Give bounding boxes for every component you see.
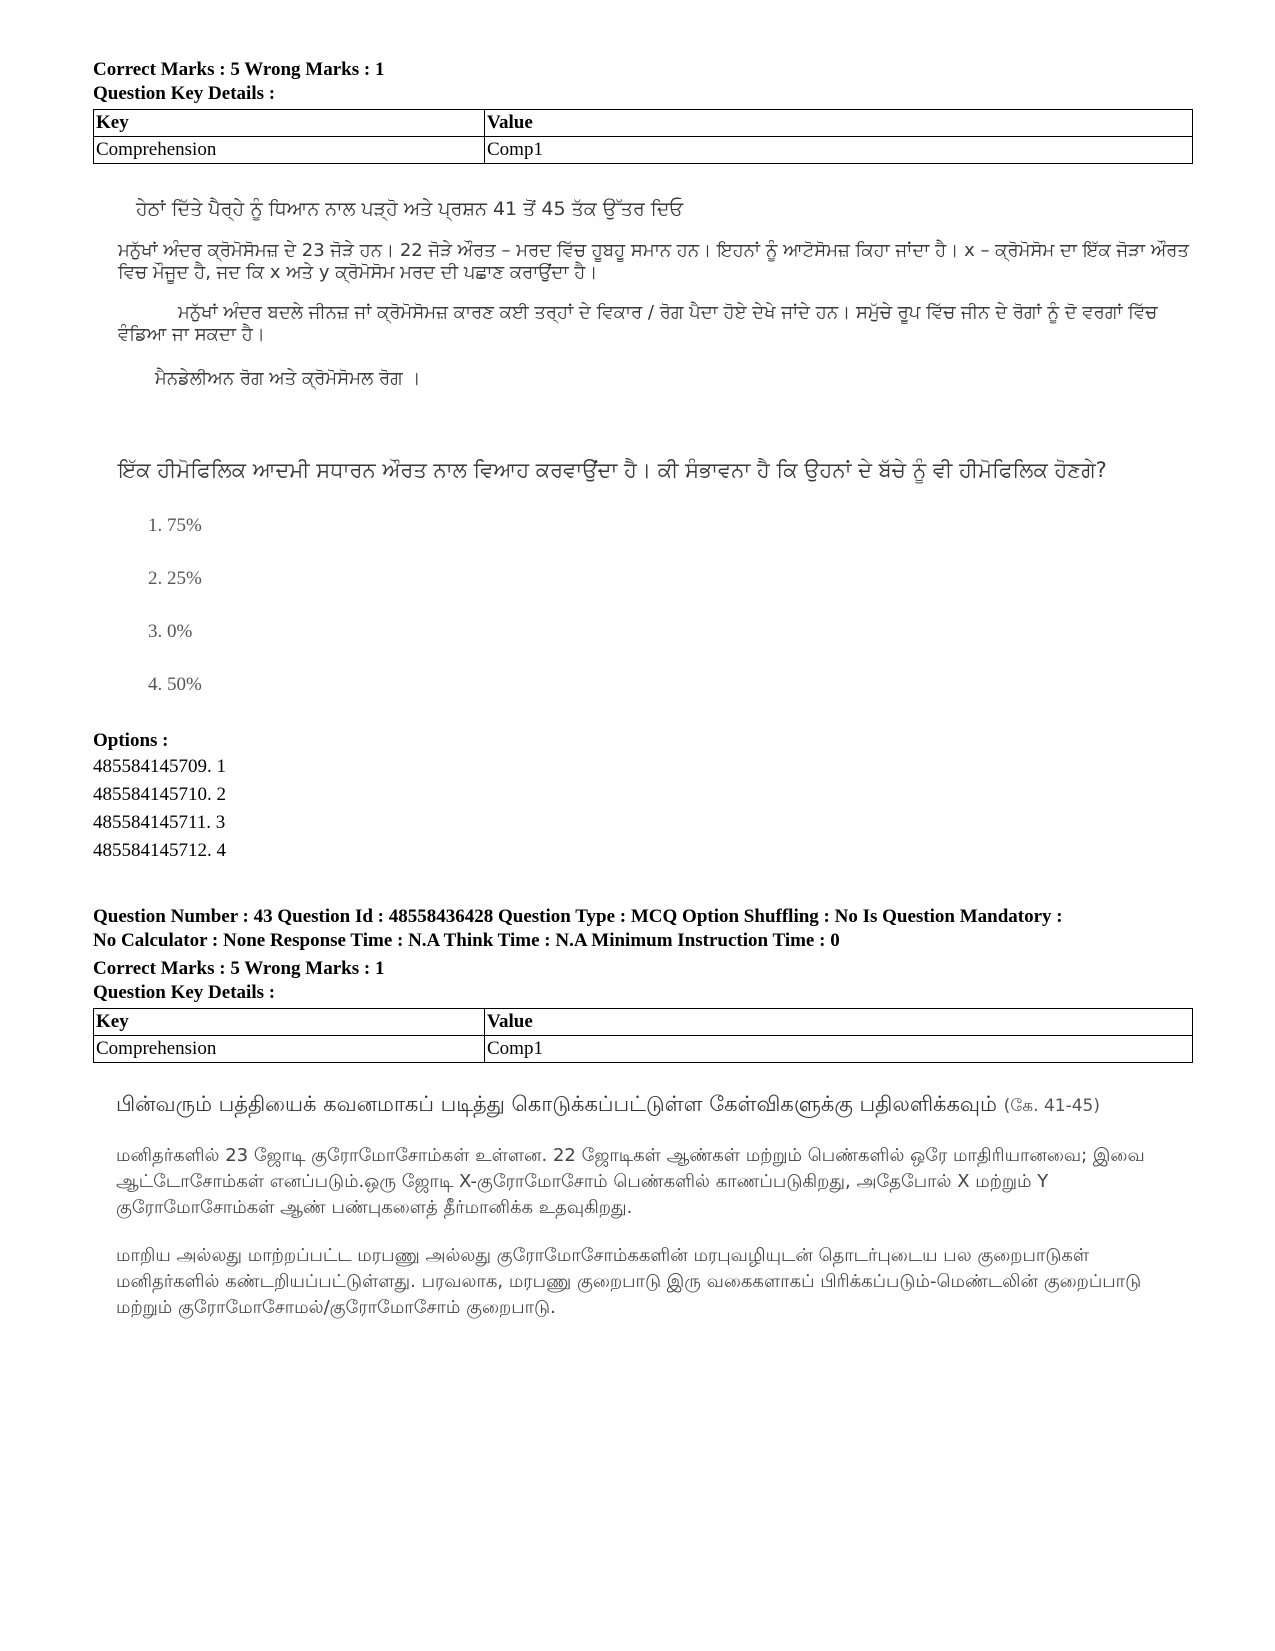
marks-line: Correct Marks : 5 Wrong Marks : 1 (93, 59, 385, 80)
option-id-item: 485584145712. 4 (93, 840, 226, 861)
choice-item: 2. 25% (148, 568, 202, 589)
option-id-item: 485584145711. 3 (93, 812, 226, 833)
table-header-key: Key (94, 110, 485, 137)
key-details-label: Question Key Details : (93, 982, 276, 1003)
punjabi-passage (93, 198, 1193, 485)
passage-paragraph: ਮਨੁੱਖਾਂ ਅੰਦਰ ਕ੍ਰੋਮੋਸੋਮਜ਼ ਦੇ 23 ਜੋੜੇ ਹਨ। 22 ਜੋੜੇ ਔਰਤ – ਮਰਦ ਵਿੱਚ ਹੂਬਹੂ ਸਮਾਨ ਹਨ। ਇਹਨਾਂ ਨੂੰ ਆਟੋਸੋਮਜ਼ ਕਿਹਾ ਜਾਂਦਾ ਹੈ। x – ਕ੍ਰੋਮੋਸੋਮ ਦਾ ਇੱਕ ਜੋੜਾ ਔਰਤ ਵਿਚ ਮੌਜੂਦ ਹੈ, ਜਦ ਕਿ x ਅਤੇ y ਕ੍ਰੋਮੋਸੋਮ ਮਰਦ ਦੀ ਪਛਾਣ ਕਰਾਉਂਦਾ ਹੈ। (118, 240, 1189, 283)
option-id-item: 485584145710. 2 (93, 784, 226, 805)
table-header-row (94, 1009, 1193, 1036)
question-meta-line: No Calculator : None Response Time : N.A Think Time : N.A Minimum Instruction Time : 0 (93, 930, 840, 951)
marks-line: Correct Marks : 5 Wrong Marks : 1 (93, 958, 385, 979)
table-header-row (94, 110, 1193, 137)
question-text: ਇੱਕ ਹੀਮੋਫਿਲਿਕ ਆਦਮੀ ਸਧਾਰਨ ਔਰਤ ਨਾਲ ਵਿਆਹ ਕਰਵਾਉਂਦਾ ਹੈ। ਕੀ ਸੰਭਾਵਨਾ ਹੈ ਕਿ ਉਹਨਾਂ ਦੇ ਬੱਚੇ ਨੂੰ ਵੀ ਹੀਮੋਫਿਲਿਕ ਹੋਣਗੇ? (118, 458, 1107, 482)
table-cell-value: Comp1 (485, 1036, 1193, 1063)
key-details-table (93, 109, 1193, 164)
options-list (93, 753, 1193, 865)
passage-paragraph: மாறிய அல்லது மாற்றப்பட்ட மரபணு அல்லது குரோமோசோம்ககளின் மரபுவழியுடன் தொடர்புடைய பல குறைபாடுகள் மனிதர்களில் கண்டறியப்பட்டுள்ளது. பரவலாக, மரபணு குறைபாடு இரு வகைகளாகப் பிரிக்கப்படும்-மெண்டலின் குறைப்பாடு மற்றும் குரோமோசோமல்/குரோமோசோம் குறைபாடு. (116, 1245, 1142, 1318)
option-id-item: 485584145709. 1 (93, 756, 226, 777)
passage-question-range: (கே. 41-45) (1003, 1096, 1101, 1116)
choice-item: 1. 75% (148, 515, 202, 536)
key-details-label: Question Key Details : (93, 83, 276, 104)
passage-paragraph: ਮੈਨਡੇਲੀਅਨ ਰੋਗ ਅਤੇ ਕ੍ਰੋਮੋਸੋਮਲ ਰੋਗ । (155, 368, 421, 389)
question-meta (93, 905, 1193, 953)
table-row (94, 137, 1193, 164)
answer-choices (148, 499, 1193, 711)
question-meta-line: Question Number : 43 Question Id : 48558436428 Question Type : MCQ Option Shuffling : No Is Question Mandatory : (93, 906, 1063, 927)
table-header-value: Value (485, 110, 1193, 137)
table-row (94, 1036, 1193, 1063)
passage-instruction: ਹੇਠਾਂ ਦਿੱਤੇ ਪੈਰ੍ਹੇ ਨੂੰ ਧਿਆਨ ਨਾਲ ਪੜ੍ਹੋ ਅਤੇ ਪ੍ਰਸ਼ਨ 41 ਤੋਂ 45 ਤੱਕ ਉੱਤਰ ਦਿਓ (136, 198, 684, 220)
table-header-value: Value (485, 1009, 1193, 1036)
passage-paragraph: ਮਨੁੱਖਾਂ ਅੰਦਰ ਬਦਲੇ ਜੀਨਜ਼ ਜਾਂ ਕ੍ਰੋਮੋਸੋਮਜ਼ ਕਾਰਣ ਕਈ ਤਰ੍ਹਾਂ ਦੇ ਵਿਕਾਰ / ਰੋਗ ਪੈਦਾ ਹੋਏ ਦੇਖੇ ਜਾਂਦੇ ਹਨ। ਸਮੁੱਚੇ ਰੂਪ ਵਿੱਚ ਜੀਨ ਦੇ ਰੋਗਾਂ ਨੂੰ ਦੋ ਵਰਗਾਂ ਵਿੱਚ ਵੰਡਿਆ ਜਾ ਸਕਦਾ ਹੈ। (118, 302, 1158, 345)
choice-item: 4. 50% (148, 674, 202, 695)
passage-instruction (116, 1089, 1193, 1121)
choice-item: 3. 0% (148, 621, 193, 642)
options-label: Options : (93, 730, 169, 751)
table-cell-value: Comp1 (485, 137, 1193, 164)
passage-instruction-text: பின்வரும் பத்தியைக் கவனமாகப் படித்து கொடுக்கப்பட்டுள்ள கேள்விகளுக்கு பதிலளிக்கவும் (116, 1092, 997, 1116)
table-cell-key: Comprehension (94, 1036, 485, 1063)
document-page (93, 58, 1193, 1321)
table-cell-key: Comprehension (94, 137, 485, 164)
key-details-table (93, 1008, 1193, 1063)
table-header-key: Key (94, 1009, 485, 1036)
tamil-passage (93, 1089, 1193, 1321)
passage-paragraph: மனிதர்களில் 23 ஜோடி குரோமோசோம்கள் உள்ளன. 22 ஜோடிகள் ஆண்கள் மற்றும் பெண்களில் ஒரே மாதிரியானவை; இவை ஆட்டோசோம்கள் எனப்படும்.ஒரு ஜோடி X-குரோமோசோம் பெண்களில் காணப்படுகிறது, அதேபோல் X மற்றும் Y குரோமோசோம்கள் ஆண் பண்புகளைத் தீர்மானிக்க உதவுகிறது. (116, 1145, 1145, 1218)
